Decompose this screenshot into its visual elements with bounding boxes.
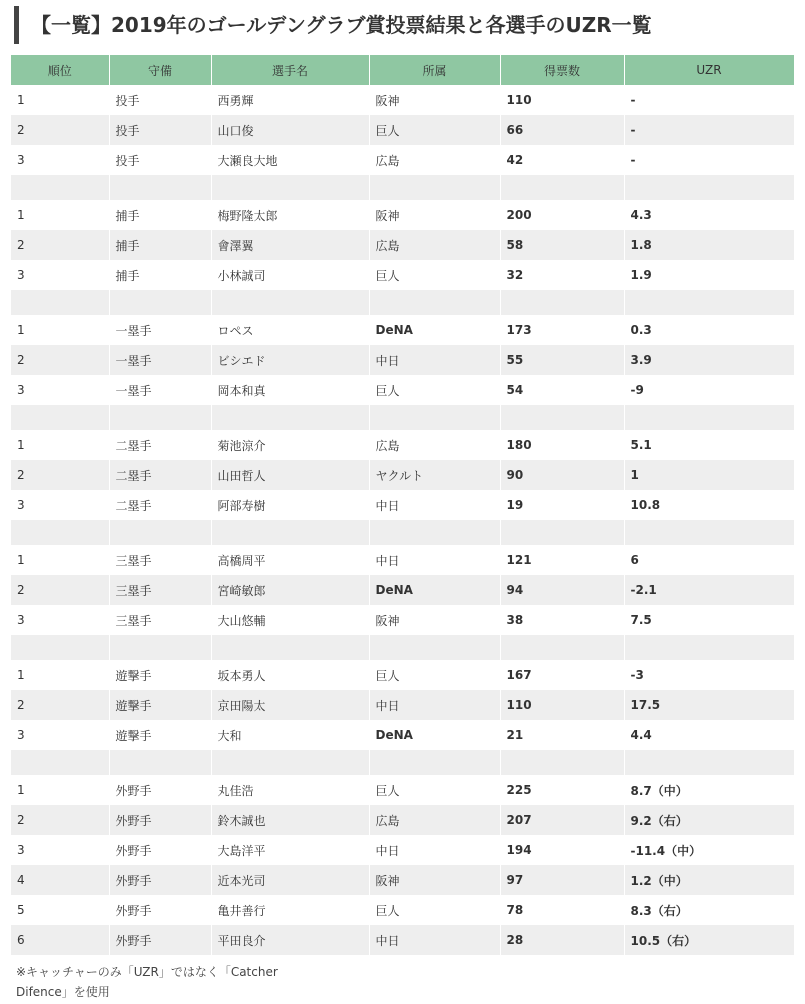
team-cell: DeNA [369,315,500,345]
votes-cell: 225 [500,775,624,805]
spacer-row [11,635,794,660]
votes-cell: 58 [500,230,624,260]
uzr-cell: 10.8 [624,490,794,520]
position-cell: 捕手 [109,200,211,230]
player-cell: 小林誠司 [211,260,369,290]
team-cell: 中日 [369,345,500,375]
uzr-cell: 7.5 [624,605,794,635]
rank-cell: 3 [11,375,109,405]
team-cell [369,635,500,660]
team-cell: 阪神 [369,865,500,895]
position-cell [109,405,211,430]
page-title: 【一覧】2019年のゴールデングラブ賞投票結果と各選手のUZR一覧 [14,6,794,44]
votes-cell: 66 [500,115,624,145]
votes-cell: 55 [500,345,624,375]
spacer-row [11,405,794,430]
player-cell: 平田良介 [211,925,369,955]
position-cell: 遊撃手 [109,690,211,720]
team-cell: 阪神 [369,85,500,115]
position-cell: 三塁手 [109,575,211,605]
position-cell: 遊撃手 [109,660,211,690]
table-row [11,895,794,925]
player-cell: 丸佳浩 [211,775,369,805]
position-cell: 二塁手 [109,430,211,460]
votes-cell: 110 [500,85,624,115]
player-cell [211,520,369,545]
rank-cell: 1 [11,545,109,575]
team-cell: 巨人 [369,775,500,805]
votes-cell: 110 [500,690,624,720]
player-cell: 大山悠輔 [211,605,369,635]
team-cell: 中日 [369,545,500,575]
uzr-cell [624,175,794,200]
header-position: 守備 [109,55,211,85]
team-cell: 巨人 [369,375,500,405]
votes-cell: 28 [500,925,624,955]
table-row [11,805,794,835]
table-row [11,230,794,260]
team-cell: DeNA [369,720,500,750]
uzr-cell [624,635,794,660]
votes-cell: 54 [500,375,624,405]
player-cell: 會澤翼 [211,230,369,260]
rank-cell [11,175,109,200]
team-cell: 広島 [369,430,500,460]
player-cell: 京田陽太 [211,690,369,720]
table-row [11,85,794,115]
rank-cell [11,290,109,315]
votes-cell [500,175,624,200]
rank-cell: 3 [11,145,109,175]
position-cell: 外野手 [109,775,211,805]
rank-cell: 3 [11,835,109,865]
table-row [11,545,794,575]
table-row [11,145,794,175]
player-cell: 大島洋平 [211,835,369,865]
header-team: 所属 [369,55,500,85]
table-row [11,835,794,865]
table-row [11,375,794,405]
team-cell: 阪神 [369,605,500,635]
table-header-row [11,55,794,85]
spacer-row [11,520,794,545]
header-player: 選手名 [211,55,369,85]
player-cell: 岡本和真 [211,375,369,405]
votes-cell [500,520,624,545]
table-row [11,690,794,720]
player-cell: 阿部寿樹 [211,490,369,520]
player-cell: 大瀬良大地 [211,145,369,175]
rank-cell: 5 [11,895,109,925]
team-cell: 阪神 [369,200,500,230]
rank-cell [11,635,109,660]
position-cell: 投手 [109,145,211,175]
votes-cell: 180 [500,430,624,460]
spacer-row [11,175,794,200]
spacer-row [11,290,794,315]
uzr-cell: 3.9 [624,345,794,375]
votes-cell: 78 [500,895,624,925]
rank-cell: 1 [11,660,109,690]
votes-cell: 173 [500,315,624,345]
rank-cell: 2 [11,575,109,605]
position-cell: 一塁手 [109,315,211,345]
position-cell: 二塁手 [109,460,211,490]
team-cell: 巨人 [369,260,500,290]
votes-cell: 90 [500,460,624,490]
rank-cell: 2 [11,805,109,835]
player-cell: 山口俊 [211,115,369,145]
team-cell: 中日 [369,835,500,865]
player-cell: 高橋周平 [211,545,369,575]
position-cell: 外野手 [109,805,211,835]
team-cell: 広島 [369,805,500,835]
player-cell [211,750,369,775]
votes-cell: 32 [500,260,624,290]
uzr-cell: 10.5（右） [624,925,794,955]
rank-cell: 6 [11,925,109,955]
table-row [11,345,794,375]
rank-cell: 4 [11,865,109,895]
footnote: ※キャッチャーのみ「UZR」ではなく「Catcher Difence」を使用 [16,965,278,999]
rank-cell: 1 [11,430,109,460]
spacer-row [11,750,794,775]
player-cell: 亀井善行 [211,895,369,925]
position-cell: 二塁手 [109,490,211,520]
table-row [11,605,794,635]
rank-cell: 2 [11,115,109,145]
uzr-cell: 1.2（中） [624,865,794,895]
position-cell: 一塁手 [109,375,211,405]
votes-table [11,55,795,955]
votes-cell: 38 [500,605,624,635]
uzr-cell: 8.7（中） [624,775,794,805]
votes-cell: 94 [500,575,624,605]
rank-cell: 3 [11,720,109,750]
rank-cell: 2 [11,345,109,375]
uzr-cell [624,750,794,775]
votes-cell: 207 [500,805,624,835]
player-cell: 近本光司 [211,865,369,895]
votes-cell [500,290,624,315]
rank-cell: 3 [11,490,109,520]
table-row [11,115,794,145]
votes-cell: 194 [500,835,624,865]
votes-cell: 167 [500,660,624,690]
player-cell: 菊池涼介 [211,430,369,460]
table-row [11,865,794,895]
team-cell: 巨人 [369,895,500,925]
team-cell: 中日 [369,690,500,720]
rank-cell: 1 [11,200,109,230]
player-cell: 梅野隆太郎 [211,200,369,230]
rank-cell: 1 [11,315,109,345]
player-cell: 宮崎敏郎 [211,575,369,605]
uzr-cell: 4.3 [624,200,794,230]
position-cell: 外野手 [109,865,211,895]
table-row [11,260,794,290]
position-cell: 一塁手 [109,345,211,375]
table-row [11,775,794,805]
table-row [11,660,794,690]
table-row [11,575,794,605]
header-uzr: UZR [624,55,794,85]
player-cell: ロペス [211,315,369,345]
team-cell: 中日 [369,490,500,520]
header-votes: 得票数 [500,55,624,85]
position-cell: 遊撃手 [109,720,211,750]
position-cell [109,290,211,315]
uzr-cell [624,290,794,315]
uzr-cell: 1 [624,460,794,490]
table-row [11,720,794,750]
position-cell: 外野手 [109,895,211,925]
votes-cell [500,405,624,430]
table-row [11,460,794,490]
team-cell: 中日 [369,925,500,955]
player-cell: 坂本勇人 [211,660,369,690]
header-rank: 順位 [11,55,109,85]
team-cell: 広島 [369,145,500,175]
player-cell [211,635,369,660]
position-cell [109,520,211,545]
player-cell [211,290,369,315]
player-cell: ビシエド [211,345,369,375]
uzr-cell: -2.1 [624,575,794,605]
uzr-cell [624,405,794,430]
team-cell [369,175,500,200]
uzr-cell: -11.4（中） [624,835,794,865]
position-cell: 投手 [109,85,211,115]
player-cell [211,405,369,430]
player-cell: 山田哲人 [211,460,369,490]
position-cell: 外野手 [109,925,211,955]
team-cell: ヤクルト [369,460,500,490]
position-cell: 捕手 [109,260,211,290]
uzr-cell: - [624,145,794,175]
team-cell: 広島 [369,230,500,260]
uzr-cell: 1.8 [624,230,794,260]
rank-cell [11,405,109,430]
uzr-cell: - [624,85,794,115]
uzr-cell: - [624,115,794,145]
table-row [11,430,794,460]
team-cell [369,405,500,430]
votes-cell: 200 [500,200,624,230]
player-cell: 大和 [211,720,369,750]
uzr-cell [624,520,794,545]
uzr-cell: 4.4 [624,720,794,750]
team-cell [369,290,500,315]
votes-cell: 97 [500,865,624,895]
player-cell [211,175,369,200]
uzr-cell: -9 [624,375,794,405]
team-cell [369,750,500,775]
position-cell [109,750,211,775]
team-cell: DeNA [369,575,500,605]
table-row [11,925,794,955]
position-cell: 投手 [109,115,211,145]
rank-cell [11,750,109,775]
uzr-cell: 6 [624,545,794,575]
rank-cell: 3 [11,605,109,635]
player-cell: 鈴木誠也 [211,805,369,835]
votes-cell: 21 [500,720,624,750]
team-cell [369,520,500,545]
position-cell [109,635,211,660]
table-row [11,200,794,230]
votes-cell: 19 [500,490,624,520]
rank-cell: 1 [11,775,109,805]
uzr-cell: -3 [624,660,794,690]
rank-cell [11,520,109,545]
rank-cell: 1 [11,85,109,115]
uzr-cell: 5.1 [624,430,794,460]
uzr-cell: 9.2（右） [624,805,794,835]
votes-cell: 42 [500,145,624,175]
votes-cell: 121 [500,545,624,575]
uzr-cell: 1.9 [624,260,794,290]
uzr-cell: 8.3（右） [624,895,794,925]
team-cell: 巨人 [369,660,500,690]
table-row [11,490,794,520]
player-cell: 西勇輝 [211,85,369,115]
rank-cell: 3 [11,260,109,290]
uzr-cell: 17.5 [624,690,794,720]
position-cell: 三塁手 [109,605,211,635]
votes-cell [500,635,624,660]
position-cell [109,175,211,200]
rank-cell: 2 [11,690,109,720]
rank-cell: 2 [11,460,109,490]
votes-cell [500,750,624,775]
position-cell: 三塁手 [109,545,211,575]
rank-cell: 2 [11,230,109,260]
table-row [11,315,794,345]
position-cell: 捕手 [109,230,211,260]
uzr-cell: 0.3 [624,315,794,345]
team-cell: 巨人 [369,115,500,145]
position-cell: 外野手 [109,835,211,865]
